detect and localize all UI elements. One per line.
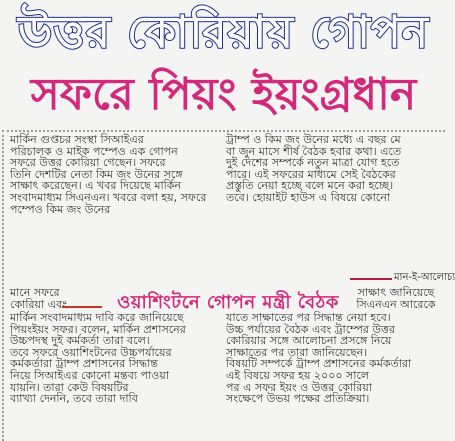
headline-line-1: উত্তর কোরিয়ায় গোপন <box>18 6 429 58</box>
dotted-border-top <box>2 130 445 132</box>
pullquote-side-text-right: সাক্ষাৎ জানিয়েছে সিএনএন আরেকে <box>356 286 436 311</box>
article-column-right-top: ট্রাম্প ও কিম জং উনের মধ্যে এ বছর মে বা জুন মাসে শীর্ষ বৈঠক হবার কথা। এতে দুই দেশের সম্পর্কে নতুন মাত্রা যোগ হতে পারে। এই সফরের মাধ্যমে সেই বৈঠকের প্রস্তুতি নেয়া হচ্ছে বলে মনে করা হচ্ছে। তবে। হোয়াইট হাউস এ বিষয়ে কোনো <box>226 133 402 204</box>
byline: মান-ই-আলোচ্য <box>394 272 455 283</box>
article-column-left-bottom: মার্কিন সংবাদমাধ্যম দাবি করে জানিয়েছে পিয়ংইয়ং সফর। বলেন, মার্কিন প্রশাসনের উচ্চপদস্থ দুই কর্মকর্তা তারা বলে। তবে সফরে ওয়াশিংটনের উচ্চপর্যায়ের কর্মকর্তারা ট্রাম্প প্রশাসনের সিদ্ধান্ত নিয়ে সিআইএর কোনো মন্তব্য পাওয়া যায়নি। তারা কেউ বিষয়টির ব্যাখ্যা দেননি, তবে তারা দাবি <box>10 311 186 406</box>
red-underline <box>62 306 102 308</box>
dotted-border-left <box>2 130 7 441</box>
headline-line-2: সফরে পিয়ং ইয়ংগ্রধান <box>30 68 417 120</box>
pullquote-side-text-left: মানে সফরে কোরিয়া এবং <box>10 286 67 311</box>
byline-rule <box>350 278 392 280</box>
article-column-right-bottom: যাতে সাক্ষাতের পর সিদ্ধান্ত নেয়া হবে। উচ্চ পর্যায়ের বৈঠক এবং ট্রাম্পের উত্তর কোরিয়ার সঙ্গে আলোচনা প্রসঙ্গে নিয়ে সাক্ষাতের পর তারা জানিয়েছেন। বিষয়টি সম্পর্কে ট্রাম্প প্রশাসনের কর্মকর্তারা এই বিষয়ে সফর হয় ২০০০ সালে পর এ সফর ইয়ং ও উত্তর কোরিয়া সংক্ষেপে উভয় পক্ষের প্রতিক্রিয়া। <box>226 311 412 406</box>
pullquote: ওয়াশিংটনে গোপন মন্ত্রী বৈঠক <box>117 291 339 313</box>
article-column-left-top: মার্কিন গুপ্তচর সংস্থা সিআইএর পরিচালক ও মাইক পম্পেও এক গোপন সফরে উত্তর কোরিয়া গেছেন। সফরে তিনি দেশটির নেতা কিম জং উনের সঙ্গে সাক্ষাৎ করেছেন। এ খবর দিয়েছে মার্কিন সংবাদমাধ্যম সিএনএন। খবরে বলা হয়, সফরে পম্পেও কিম জং উনের <box>10 133 207 216</box>
